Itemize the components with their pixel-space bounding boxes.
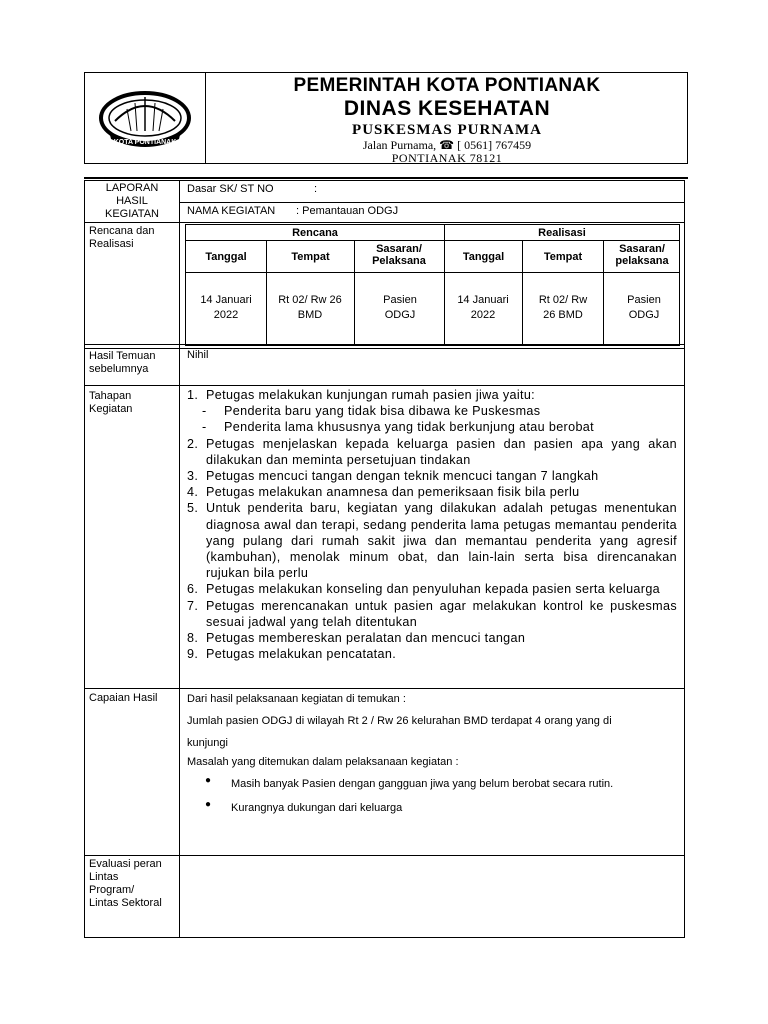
list-item: 4. Petugas melakukan anamnesa dan pemeriksaan fisik bila perlu bbox=[187, 485, 580, 500]
telephone-icon: ☎ bbox=[439, 138, 455, 152]
header-title-puskesmas: PUSKESMAS PURNAMA bbox=[352, 122, 542, 138]
row-divider bbox=[84, 855, 685, 856]
dasar-sk-colon: : bbox=[314, 183, 318, 195]
list-item: 3. Petugas mencuci tangan dengan teknik mencuci tangan 7 langkah bbox=[187, 469, 599, 484]
schedule-header-tanggal: Tanggal bbox=[205, 251, 247, 263]
schedule-header-tempat: Tempat bbox=[291, 251, 330, 263]
list-subitem: - Penderita lama khususnya yang tidak berkunjung atau berobat bbox=[202, 420, 595, 435]
schedule-border-right bbox=[679, 224, 680, 346]
list-subitem: - Penderita baru yang tidak bisa dibawa ke Puskesmas bbox=[202, 404, 541, 419]
problem-item: Kurangnya dukungan dari keluarga bbox=[231, 802, 403, 814]
row-divider bbox=[179, 202, 685, 203]
schedule-group-divider bbox=[444, 224, 445, 346]
evaluation-label: Evaluasi peran Lintas Program/ Lintas Sektoral bbox=[89, 858, 162, 909]
dasar-sk-label: Dasar SK/ ST NO bbox=[187, 183, 274, 195]
activity-steps-list bbox=[187, 387, 677, 662]
results-count: Jumlah pasien ODGJ di wilayah Rt 2 / Rw 26 kelurahan BMD terdapat 4 orang yang di bbox=[187, 715, 612, 727]
svg-text:KOTA PONTIANAK: KOTA PONTIANAK bbox=[113, 139, 177, 146]
list-item: 6. Petugas melakukan konseling dan penyuluhan kepada pasien serta keluarga bbox=[187, 582, 661, 597]
city-emblem-logo bbox=[95, 81, 195, 155]
address-street: Jalan Purnama, bbox=[362, 138, 437, 152]
schedule-cell-tempat-realisasi: Rt 02/ Rw 26 BMD bbox=[538, 294, 588, 321]
problems-intro: Masalah yang ditemukan dalam pelaksanaan kegiatan : bbox=[187, 756, 459, 768]
bullet-dot: ● bbox=[205, 775, 212, 786]
schedule-divider bbox=[185, 240, 679, 241]
schedule-col-divider bbox=[603, 240, 604, 346]
results-count-cont: kunjungi bbox=[187, 737, 228, 749]
schedule-group-realisasi: Realisasi bbox=[538, 227, 586, 239]
schedule-header-sasaran: Sasaran/ Pelaksana bbox=[372, 243, 426, 267]
list-item: 8. Petugas membereskan peralatan dan mencuci tangan bbox=[187, 631, 526, 646]
schedule-divider bbox=[185, 272, 679, 273]
previous-findings-label: Hasil Temuan sebelumnya bbox=[89, 350, 156, 375]
list-item: 5. Untuk penderita baru, kegiatan yang dilakukan adalah petugas menentukan diagnosa awal dan terapi, sedang penderita lama petugas memantau penderita yang pulang dari rumah sakit jiwa dan memantau penderita yang agresif (kambuhan), menolak minum obat, dan lain-lain serta bisa direncanakan rujukan bila perlu bbox=[187, 501, 677, 581]
schedule-header-tempat-realisasi: Tempat bbox=[543, 251, 583, 263]
report-label: LAPORAN HASIL KEGIATAN bbox=[105, 182, 159, 220]
row-divider bbox=[84, 385, 685, 386]
bullet-dot: ● bbox=[205, 799, 212, 810]
header-separator-line bbox=[84, 177, 688, 179]
row-divider bbox=[84, 348, 685, 349]
schedule-border-left bbox=[185, 224, 186, 346]
schedule-col-divider bbox=[354, 240, 355, 346]
header-title-department: DINAS KESEHATAN bbox=[343, 97, 551, 120]
letterhead bbox=[84, 72, 688, 164]
activity-name-value: : Pemantauan ODGJ bbox=[296, 205, 399, 217]
schedule-border-bottom bbox=[185, 345, 679, 346]
schedule-header-sasaran-realisasi: Sasaran/ pelaksana bbox=[615, 243, 669, 267]
schedule-border-top bbox=[185, 224, 679, 225]
schedule-cell-tempat: Rt 02/ Rw 26 BMD bbox=[278, 294, 342, 321]
list-item: 9. Petugas melakukan pencatatan. bbox=[187, 647, 397, 662]
results-label: Capaian Hasil bbox=[89, 692, 158, 704]
table-border-left bbox=[84, 180, 85, 938]
header-title-government: PEMERINTAH KOTA PONTIANAK bbox=[293, 75, 601, 96]
activity-name-label: NAMA KEGIATAN bbox=[187, 205, 276, 217]
list-item: 1. Petugas melakukan kunjungan rumah pasien jiwa yaitu: bbox=[187, 388, 536, 402]
table-border-right bbox=[684, 180, 685, 938]
plan-realization-label: Rencana dan Realisasi bbox=[89, 225, 155, 250]
address-phone: [ 0561] 767459 bbox=[457, 138, 532, 152]
problem-item: Masih banyak Pasien dengan gangguan jiwa yang belum berobat secara rutin. bbox=[231, 778, 614, 790]
table-border-bottom bbox=[84, 937, 685, 938]
table-border-top bbox=[84, 180, 685, 181]
schedule-group-rencana: Rencana bbox=[292, 227, 338, 239]
list-item: 2. Petugas menjelaskan kepada keluarga pasien dan pasien apa yang akan dilakukan dan meminta persetujuan tindakan bbox=[187, 436, 677, 467]
schedule-header-tanggal-realisasi: Tanggal bbox=[462, 251, 505, 263]
results-intro: Dari hasil pelaksanaan kegiatan di temukan : bbox=[187, 693, 406, 705]
schedule-cell-tanggal-realisasi: 14 Januari 2022 bbox=[457, 294, 509, 321]
row-divider bbox=[84, 222, 685, 223]
schedule-cell-tanggal: 14 Januari 2022 bbox=[200, 294, 252, 321]
row-divider bbox=[84, 688, 685, 689]
schedule-cell-sasaran-realisasi: Pasien ODGJ bbox=[627, 294, 661, 321]
table-column-divider bbox=[179, 180, 180, 938]
list-item: 7. Petugas merencanakan untuk pasien agar melakukan kontrol ke puskesmas sesuai jadwal yang telah ditentukan bbox=[187, 598, 677, 629]
activity-steps-label: Tahapan Kegiatan bbox=[89, 390, 133, 415]
schedule-cell-sasaran: Pasien ODGJ bbox=[383, 294, 417, 321]
header-city: PONTIANAK 78121 bbox=[391, 151, 503, 165]
previous-findings-value: Nihil bbox=[187, 349, 209, 361]
